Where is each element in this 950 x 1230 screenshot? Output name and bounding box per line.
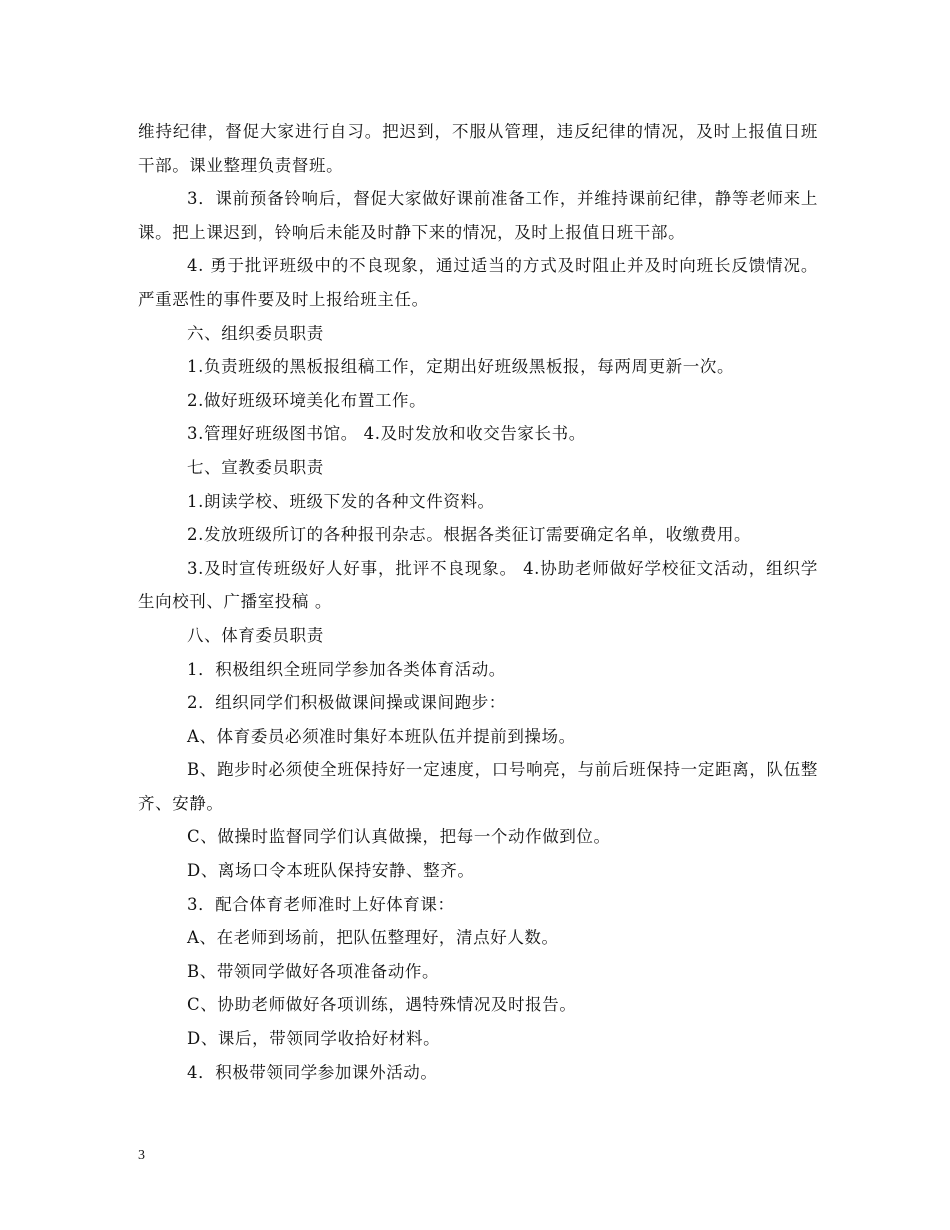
paragraph-running: B、跑步时必须使全班保持好一定速度，口号响亮，与前后班保持一定距离，队伍整齐、安静。 xyxy=(138,760,818,813)
paragraph-library: 3.管理好班级图书馆。 4.及时发放和收交告家长书。 xyxy=(187,424,586,444)
document-body xyxy=(138,115,818,1089)
paragraph-pe-class: 3．配合体育老师准时上好体育课： xyxy=(187,894,455,914)
paragraph-gather-team: A、体育委员必须准时集好本班队伍并提前到操场。 xyxy=(187,726,576,746)
paragraph-pre-class-bell: 3．课前预备铃响后，督促大家做好课前准备工作，并维持课前纪律，静等老师来上课。把上课迟到，铃响后未能及时静下来的情况，及时上报值日班干部。 xyxy=(138,189,818,242)
paragraph-blackboard: 1.负责班级的黑板报组稿工作，定期出好班级黑板报，每两周更新一次。 xyxy=(187,357,735,377)
paragraph-exercises: 2．组织同学们积极做课间操或课间跑步： xyxy=(187,693,506,713)
heading-sports-committee: 八、体育委员职责 xyxy=(187,625,324,645)
paragraph-extracurricular: 4．积极带领同学参加课外活动。 xyxy=(187,1062,438,1082)
paragraph-supervise-exercise: C、做操时监督同学们认真做操，把每一个动作做到位。 xyxy=(187,827,611,847)
paragraph-leave-field: D、离场口令本班队保持安静、整齐。 xyxy=(187,861,475,881)
paragraph-sports-activities: 1．积极组织全班同学参加各类体育活动。 xyxy=(187,659,506,679)
paragraph-warmup: B、带领同学做好各项准备动作。 xyxy=(187,961,440,981)
heading-organization-committee: 六、组织委员职责 xyxy=(187,323,324,343)
paragraph-publicize: 3.及时宣传班级好人好事，批评不良现象。 4.协助老师做好学校征文活动，组织学生向校刊、广播室投稿 。 xyxy=(138,558,818,612)
paragraph-assist-training: C、协助老师做好各项训练，遇特殊情况及时报告。 xyxy=(187,995,577,1015)
paragraph-read-documents: 1.朗读学校、班级下发的各种文件资料。 xyxy=(187,491,495,511)
page-number: 3 xyxy=(138,1148,145,1163)
heading-publicity-committee: 七、宣教委员职责 xyxy=(187,457,324,477)
paragraph-after-class: D、课后，带领同学收拾好材料。 xyxy=(187,1029,441,1049)
paragraph-criticize: 4. 勇于批评班级中的不良现象，通过适当的方式及时阻止并及时向班长反馈情况。严重恶性的事件要及时上报给班主任。 xyxy=(138,256,818,309)
paragraph-magazines: 2.发放班级所订的各种报刊杂志。根据各类征订需要确定名单，收缴费用。 xyxy=(187,525,752,545)
paragraph-environment: 2.做好班级环境美化布置工作。 xyxy=(187,390,427,410)
paragraph-discipline-cont: 维持纪律，督促大家进行自习。把迟到，不服从管理，违反纪律的情况，及时上报值日班干部。课业整理负责督班。 xyxy=(138,122,818,175)
paragraph-before-teacher: A、在老师到场前，把队伍整理好，清点好人数。 xyxy=(187,928,559,948)
